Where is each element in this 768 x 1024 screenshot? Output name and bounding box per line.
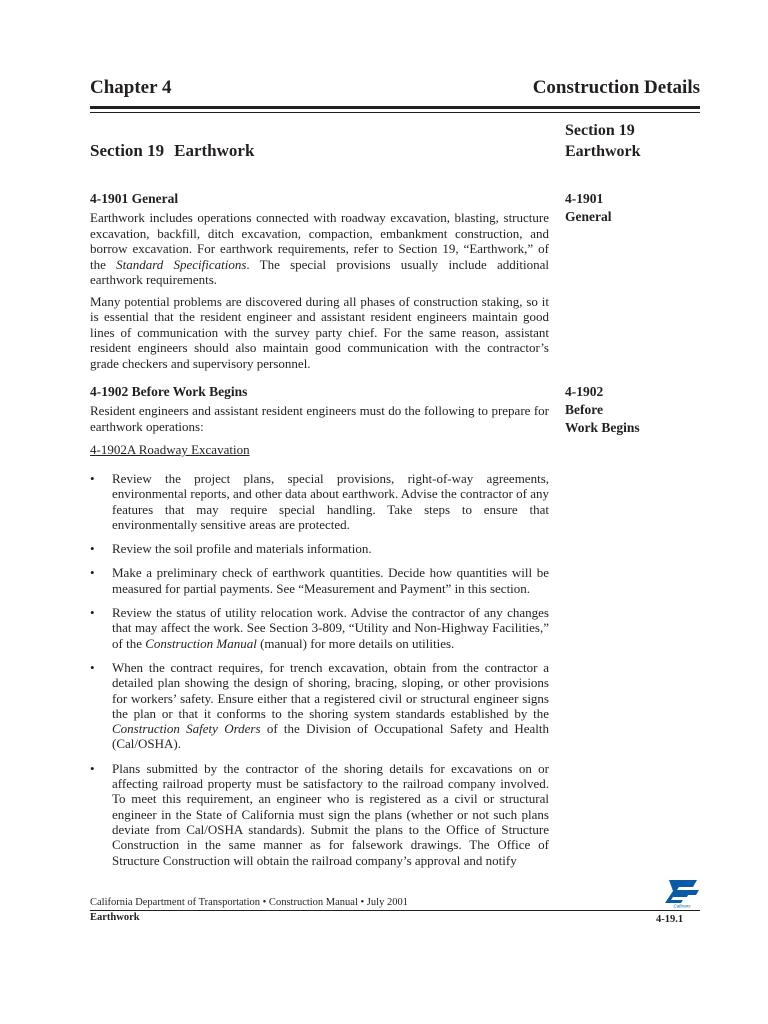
caltrans-logo-text: Caltrans xyxy=(673,903,691,908)
list-item: • Review the soil profile and materials information. xyxy=(90,541,372,557)
sidebar-4-1902-line1: Before xyxy=(565,402,603,417)
subheading-4-1902a: 4-1902A Roadway Excavation xyxy=(90,442,250,457)
sidebar-4-1901 xyxy=(565,190,612,226)
footer-rule xyxy=(90,910,700,911)
sidebar-4-1901-number: 4-1901 xyxy=(565,191,604,206)
caltrans-logo-icon xyxy=(663,878,701,908)
paragraph-4-1901-1: Earthwork includes operations connected with roadway excavation, blasting, structure excavation, backfill, ditch excavation, compaction, embankment construction, and borrow excavation. For earthwork requirements, refer to Section 19, “Earthwork,” of the Standard Specifications. The special provisions usually include additional earthwork requirements. xyxy=(90,210,549,287)
section-name: Earthwork xyxy=(174,141,255,160)
heading-4-1902: 4-1902 Before Work Begins xyxy=(90,384,248,399)
caltrans-logo xyxy=(663,878,701,913)
sidebar-4-1902 xyxy=(565,383,640,437)
body-4-1901 xyxy=(90,210,549,371)
section-title xyxy=(90,141,254,161)
intro-4-1902: Resident engineers and assistant resident engineers must do the following to prepare for earthwork operations: xyxy=(90,403,549,434)
sidebar-4-1901-name: General xyxy=(565,209,612,224)
construction-manual-ref: Construction Manual xyxy=(145,635,257,651)
list-item: • Make a preliminary check of earthwork quantities. Decide how quantities will be measured for partial payments. See “Measurement and Payment” in this section. xyxy=(90,565,549,596)
header-rule-thick xyxy=(90,106,700,109)
section-number: Section 19 xyxy=(90,141,165,160)
footer-publisher: California Department of Transportation • Construction Manual • July 2001 xyxy=(90,897,408,908)
bullet-icon: • xyxy=(90,605,95,621)
sidebar-section-name: Earthwork xyxy=(565,143,641,160)
sidebar-section xyxy=(565,120,641,162)
chapter-label: Chapter 4 xyxy=(90,77,172,98)
list-item: • Review the status of utility relocation work. Advise the contractor of any changes that may affect the work. See Section 3-809, “Utility and Non-Highway Facilities,” of the Construction Manual (manual) for more details on utilities. xyxy=(90,605,549,651)
sidebar-section-number: Section 19 xyxy=(565,122,635,139)
sidebar-4-1902-line2: Work Begins xyxy=(565,420,640,435)
list-item: • Plans submitted by the contractor of the shoring details for excavations on or affecting railroad property must be satisfactory to the railroad company involved. To meet this requirement, an engineer who is registered as a civil or structural engineer in the State of California must sign the plans (whether or not such plans deviate from Cal/OSHA standards). Submit the plans to the Office of Structure Construction in the same manner as for falsework drawings. The Office of Structure Construction will obtain the railroad company’s approval and notify xyxy=(90,760,549,868)
heading-4-1901: 4-1901 General xyxy=(90,191,179,206)
standard-specifications-ref: Standard Specifications xyxy=(116,256,247,272)
sidebar-4-1902-number: 4-1902 xyxy=(565,384,604,399)
bullet-icon: • xyxy=(90,565,95,581)
list-item: • When the contract requires, for trench excavation, obtain from the contractor a detailed plan showing the design of shoring, bracing, sloping, or other provisions for workers’ safety. Ensure either that a registered civil or structural engineer signs the plan or that it conforms to the shoring system standards established by the Construction Safety Orders of the Division of Occupational Safety and Health (Cal/OSHA). xyxy=(90,659,549,752)
bullet-icon: • xyxy=(90,471,95,486)
list-item: • Review the project plans, special provisions, right-of-way agreements, environmental reports, and other data about earthwork. Advise the contractor of any features that may require special handling. Take steps to ensure that environmentally sensitive areas are protected. xyxy=(90,471,549,532)
bullet-icon: • xyxy=(90,541,95,557)
paragraph-4-1901-2: Many potential problems are discovered during all phases of construction staking, so it is essential that the resident engineer and assistant resident engineers maintain good lines of communication with the survey party chief. For the same reason, assistant resident engineers should also maintain good communication with the contractor’s grade checkers and supervisory personnel. xyxy=(90,293,549,371)
bullet-list xyxy=(90,471,549,868)
bullet-icon: • xyxy=(90,659,95,675)
footer-section: Earthwork xyxy=(90,912,140,923)
construction-safety-orders-ref: Construction Safety Orders xyxy=(112,721,261,737)
page-number: 4-19.1 xyxy=(656,914,684,925)
header-rule-thin xyxy=(90,112,700,113)
chapter-title: Construction Details xyxy=(532,77,700,98)
bullet-icon: • xyxy=(90,760,95,776)
